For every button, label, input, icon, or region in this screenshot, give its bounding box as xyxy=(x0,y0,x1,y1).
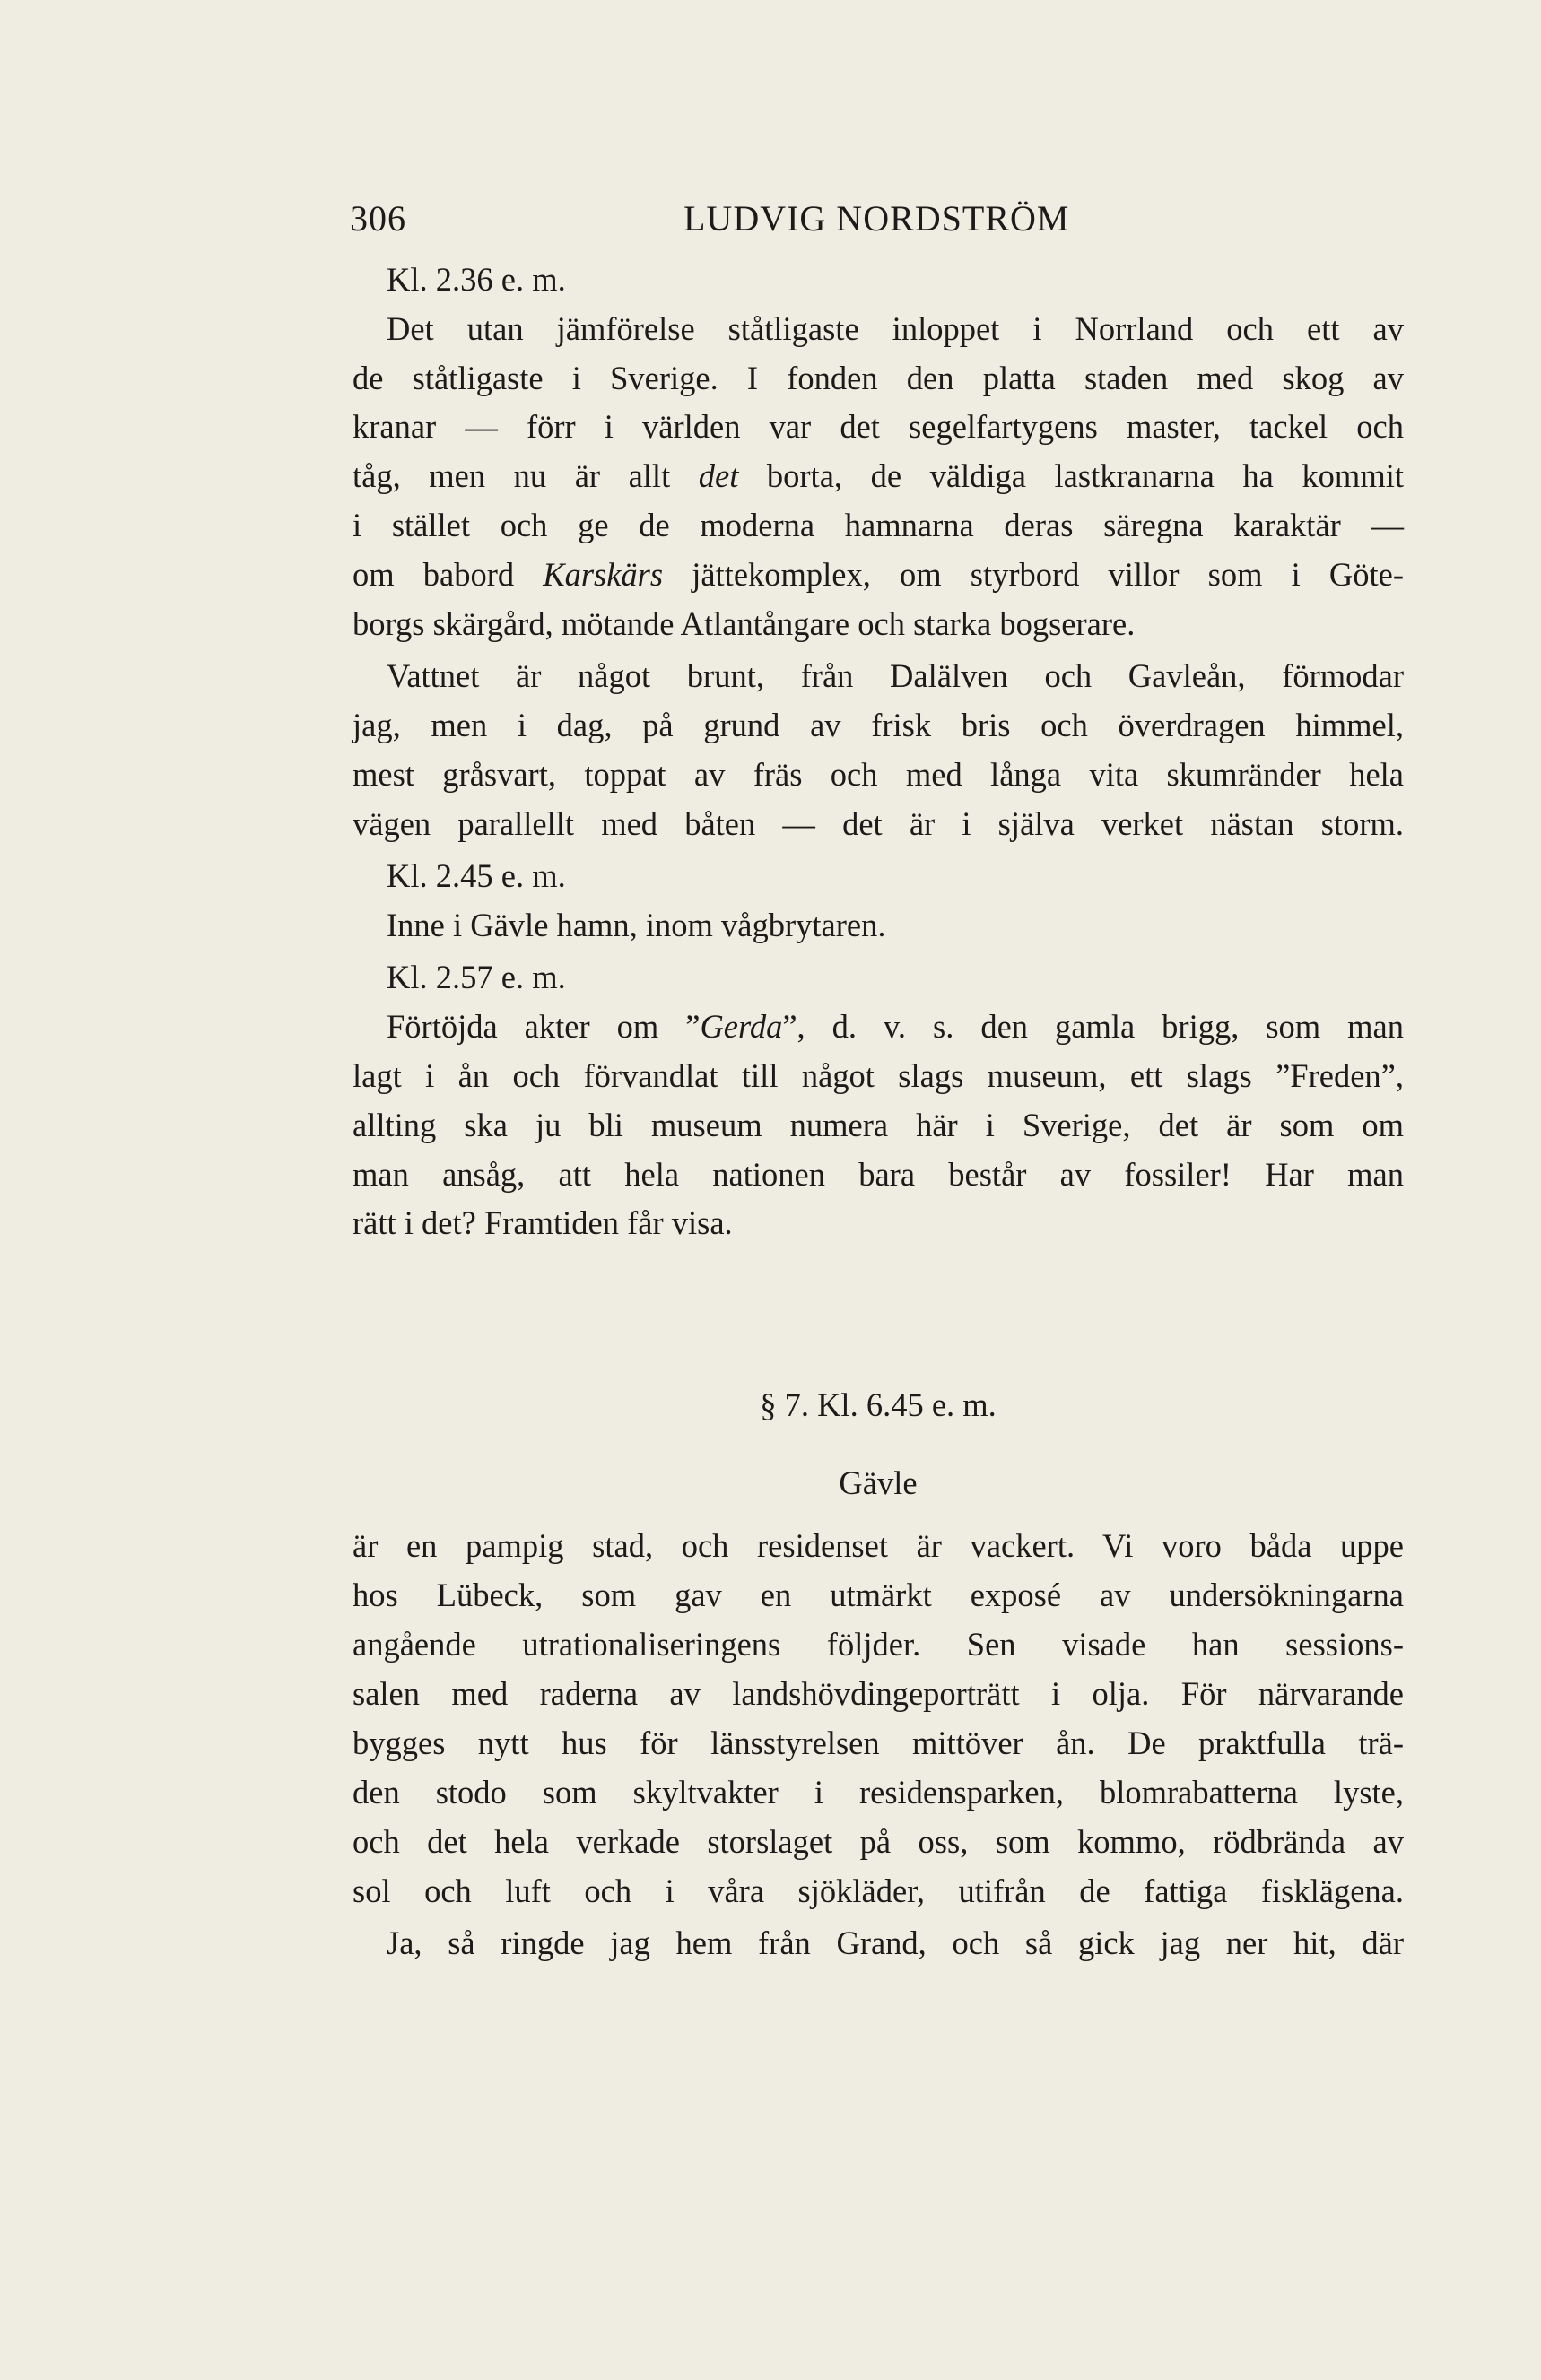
text-line: sol och luft och i våra sjökläder, utifrån de fattiga fisklägena. xyxy=(353,1872,1404,1909)
text-line: rätt i det? Framtiden får visa. xyxy=(353,1204,733,1241)
text-line: mest gråsvart, toppat av fräs och med långa vita skumränder hela xyxy=(353,756,1404,793)
text-line: lagt i ån och förvandlat till något slags museum, ett slags ”Freden”, xyxy=(353,1057,1404,1094)
text-line: salen med raderna av landshövdingeporträtt i olja. För närvarande xyxy=(353,1675,1404,1712)
running-head: LUDVIG NORDSTRÖM xyxy=(683,198,1070,239)
text-run: om babord xyxy=(353,556,544,593)
section-heading: § 7. Kl. 6.45 e. m. xyxy=(760,1386,997,1423)
emphasis: Karskärs xyxy=(543,556,664,593)
text-line: vägen parallellt med båten — det är i själva verket nästan storm. xyxy=(353,805,1404,842)
text-line: allting ska ju bli museum numera här i Sverige, det är som om xyxy=(353,1107,1404,1143)
text-line: Det utan jämförelse ståtligaste inloppet i Norrland och ett av xyxy=(387,310,1404,347)
time-entry: Kl. 2.36 e. m. xyxy=(387,261,566,298)
emphasis: Gerda xyxy=(700,1008,783,1045)
text-line: man ansåg, att hela nationen bara består av fossiler! Har man xyxy=(353,1156,1404,1193)
text-line: Ja, så ringde jag hem från Grand, och så gick jag ner hit, där xyxy=(387,1924,1404,1961)
text-run: Förtöjda akter om ” xyxy=(387,1008,701,1045)
text-line: hos Lübeck, som gav en utmärkt exposé av undersökningarna xyxy=(353,1577,1404,1613)
time-entry: Kl. 2.57 e. m. xyxy=(387,959,566,995)
text-run: tåg, men nu är allt xyxy=(353,457,699,494)
text-line: angående utrationaliseringens följder. Sen visade han sessions- xyxy=(353,1626,1404,1663)
text-line: jag, men i dag, på grund av frisk bris och överdragen himmel, xyxy=(353,707,1404,743)
text-line xyxy=(353,1003,1404,1051)
page-number: 306 xyxy=(350,198,406,239)
page-header xyxy=(350,197,1408,251)
text-run: borta, de väldiga lastkranarna ha kommit xyxy=(738,457,1404,494)
text-line: och det hela verkade storslaget på oss, som kommo, rödbrända av xyxy=(353,1823,1404,1860)
text-line: kranar — förr i världen var det segelfartygens master, tackel och xyxy=(353,408,1404,445)
text-line: de ståtligaste i Sverige. I fonden den platta staden med skog av xyxy=(353,360,1404,396)
text-line: bygges nytt hus för länsstyrelsen mittöver ån. De praktfulla trä- xyxy=(353,1724,1404,1761)
text-line: i stället och ge de moderna hamnarna deras säregna karaktär — xyxy=(353,507,1404,543)
text-run: jättekomplex, om styrbord villor som i Göte- xyxy=(663,556,1404,593)
text-line: borgs skärgård, mötande Atlantångare och starka bogserare. xyxy=(353,605,1136,642)
time-entry: Kl. 2.45 e. m. xyxy=(387,857,566,894)
text-line: Vattnet är något brunt, från Dalälven och Gavleån, förmodar xyxy=(387,657,1404,694)
text-line: Inne i Gävle hamn, inom vågbrytaren. xyxy=(387,907,886,943)
section-subheading: Gävle xyxy=(839,1464,918,1501)
text-line: den stodo som skyltvakter i residensparken, blomrabatterna lyste, xyxy=(353,1774,1404,1811)
text-line: är en pampig stad, och residenset är vackert. Vi voro båda uppe xyxy=(353,1527,1404,1564)
text-line xyxy=(353,452,1404,500)
emphasis: det xyxy=(698,457,739,494)
text-line xyxy=(353,551,1404,599)
text-run: ”, d. v. s. den gamla brigg, som man xyxy=(782,1008,1404,1045)
